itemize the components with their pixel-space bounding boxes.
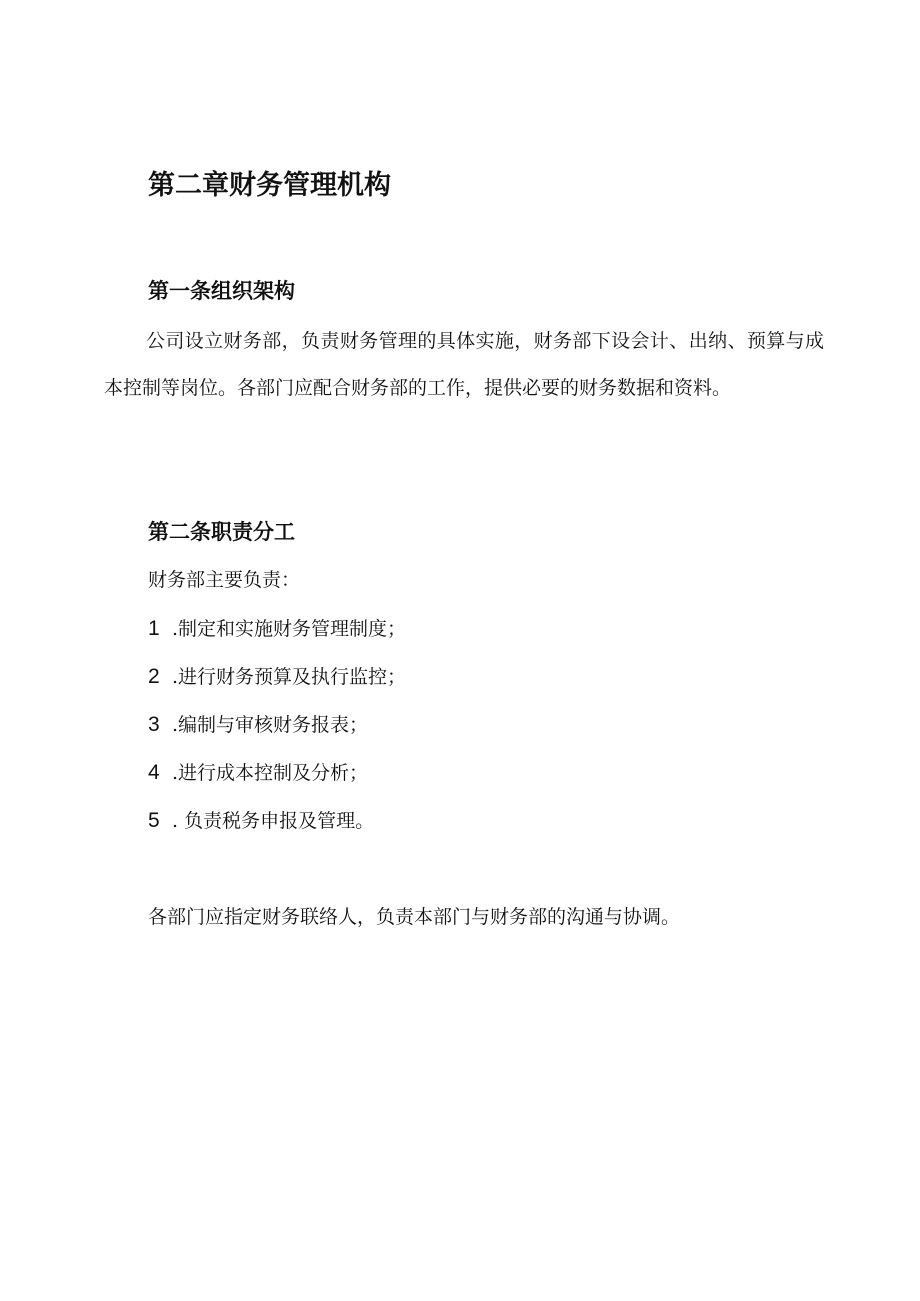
list-text: .制定和实施财务管理制度； bbox=[172, 618, 407, 640]
list-number: 5 bbox=[148, 809, 160, 832]
list-number: 4 bbox=[148, 761, 160, 784]
article-2-closing: 各部门应指定财务联络人，负责本部门与财务部的沟通与协调。 bbox=[148, 906, 681, 928]
chapter-title: 第二章财务管理机构 bbox=[148, 170, 391, 201]
list-text: .编制与审核财务报表； bbox=[172, 714, 369, 736]
list-text: .进行成本控制及分析； bbox=[172, 762, 369, 784]
list-text: .进行财务预算及执行监控； bbox=[172, 666, 407, 688]
list-number: 1 bbox=[148, 617, 160, 640]
list-number: 3 bbox=[148, 713, 160, 736]
duty-list-item-1 bbox=[148, 614, 406, 644]
article-2-intro: 财务部主要负责： bbox=[148, 569, 301, 591]
article-1-paragraph: 公司设立财务部，负责财务管理的具体实施，财务部下设会计、出纳、预算与成本控制等岗位。各部门应配合财务部的工作，提供必要的财务数据和资料。 bbox=[104, 330, 824, 399]
duty-list-item-5 bbox=[148, 806, 374, 836]
duty-list-item-3 bbox=[148, 710, 368, 740]
article-2-title: 第二条职责分工 bbox=[148, 520, 295, 544]
duty-list-item-2 bbox=[148, 662, 406, 692]
duty-list-item-4 bbox=[148, 758, 368, 788]
list-number: 2 bbox=[148, 665, 160, 688]
list-text: . 负责税务申报及管理。 bbox=[172, 810, 375, 832]
article-1-title: 第一条组织架构 bbox=[148, 279, 295, 303]
